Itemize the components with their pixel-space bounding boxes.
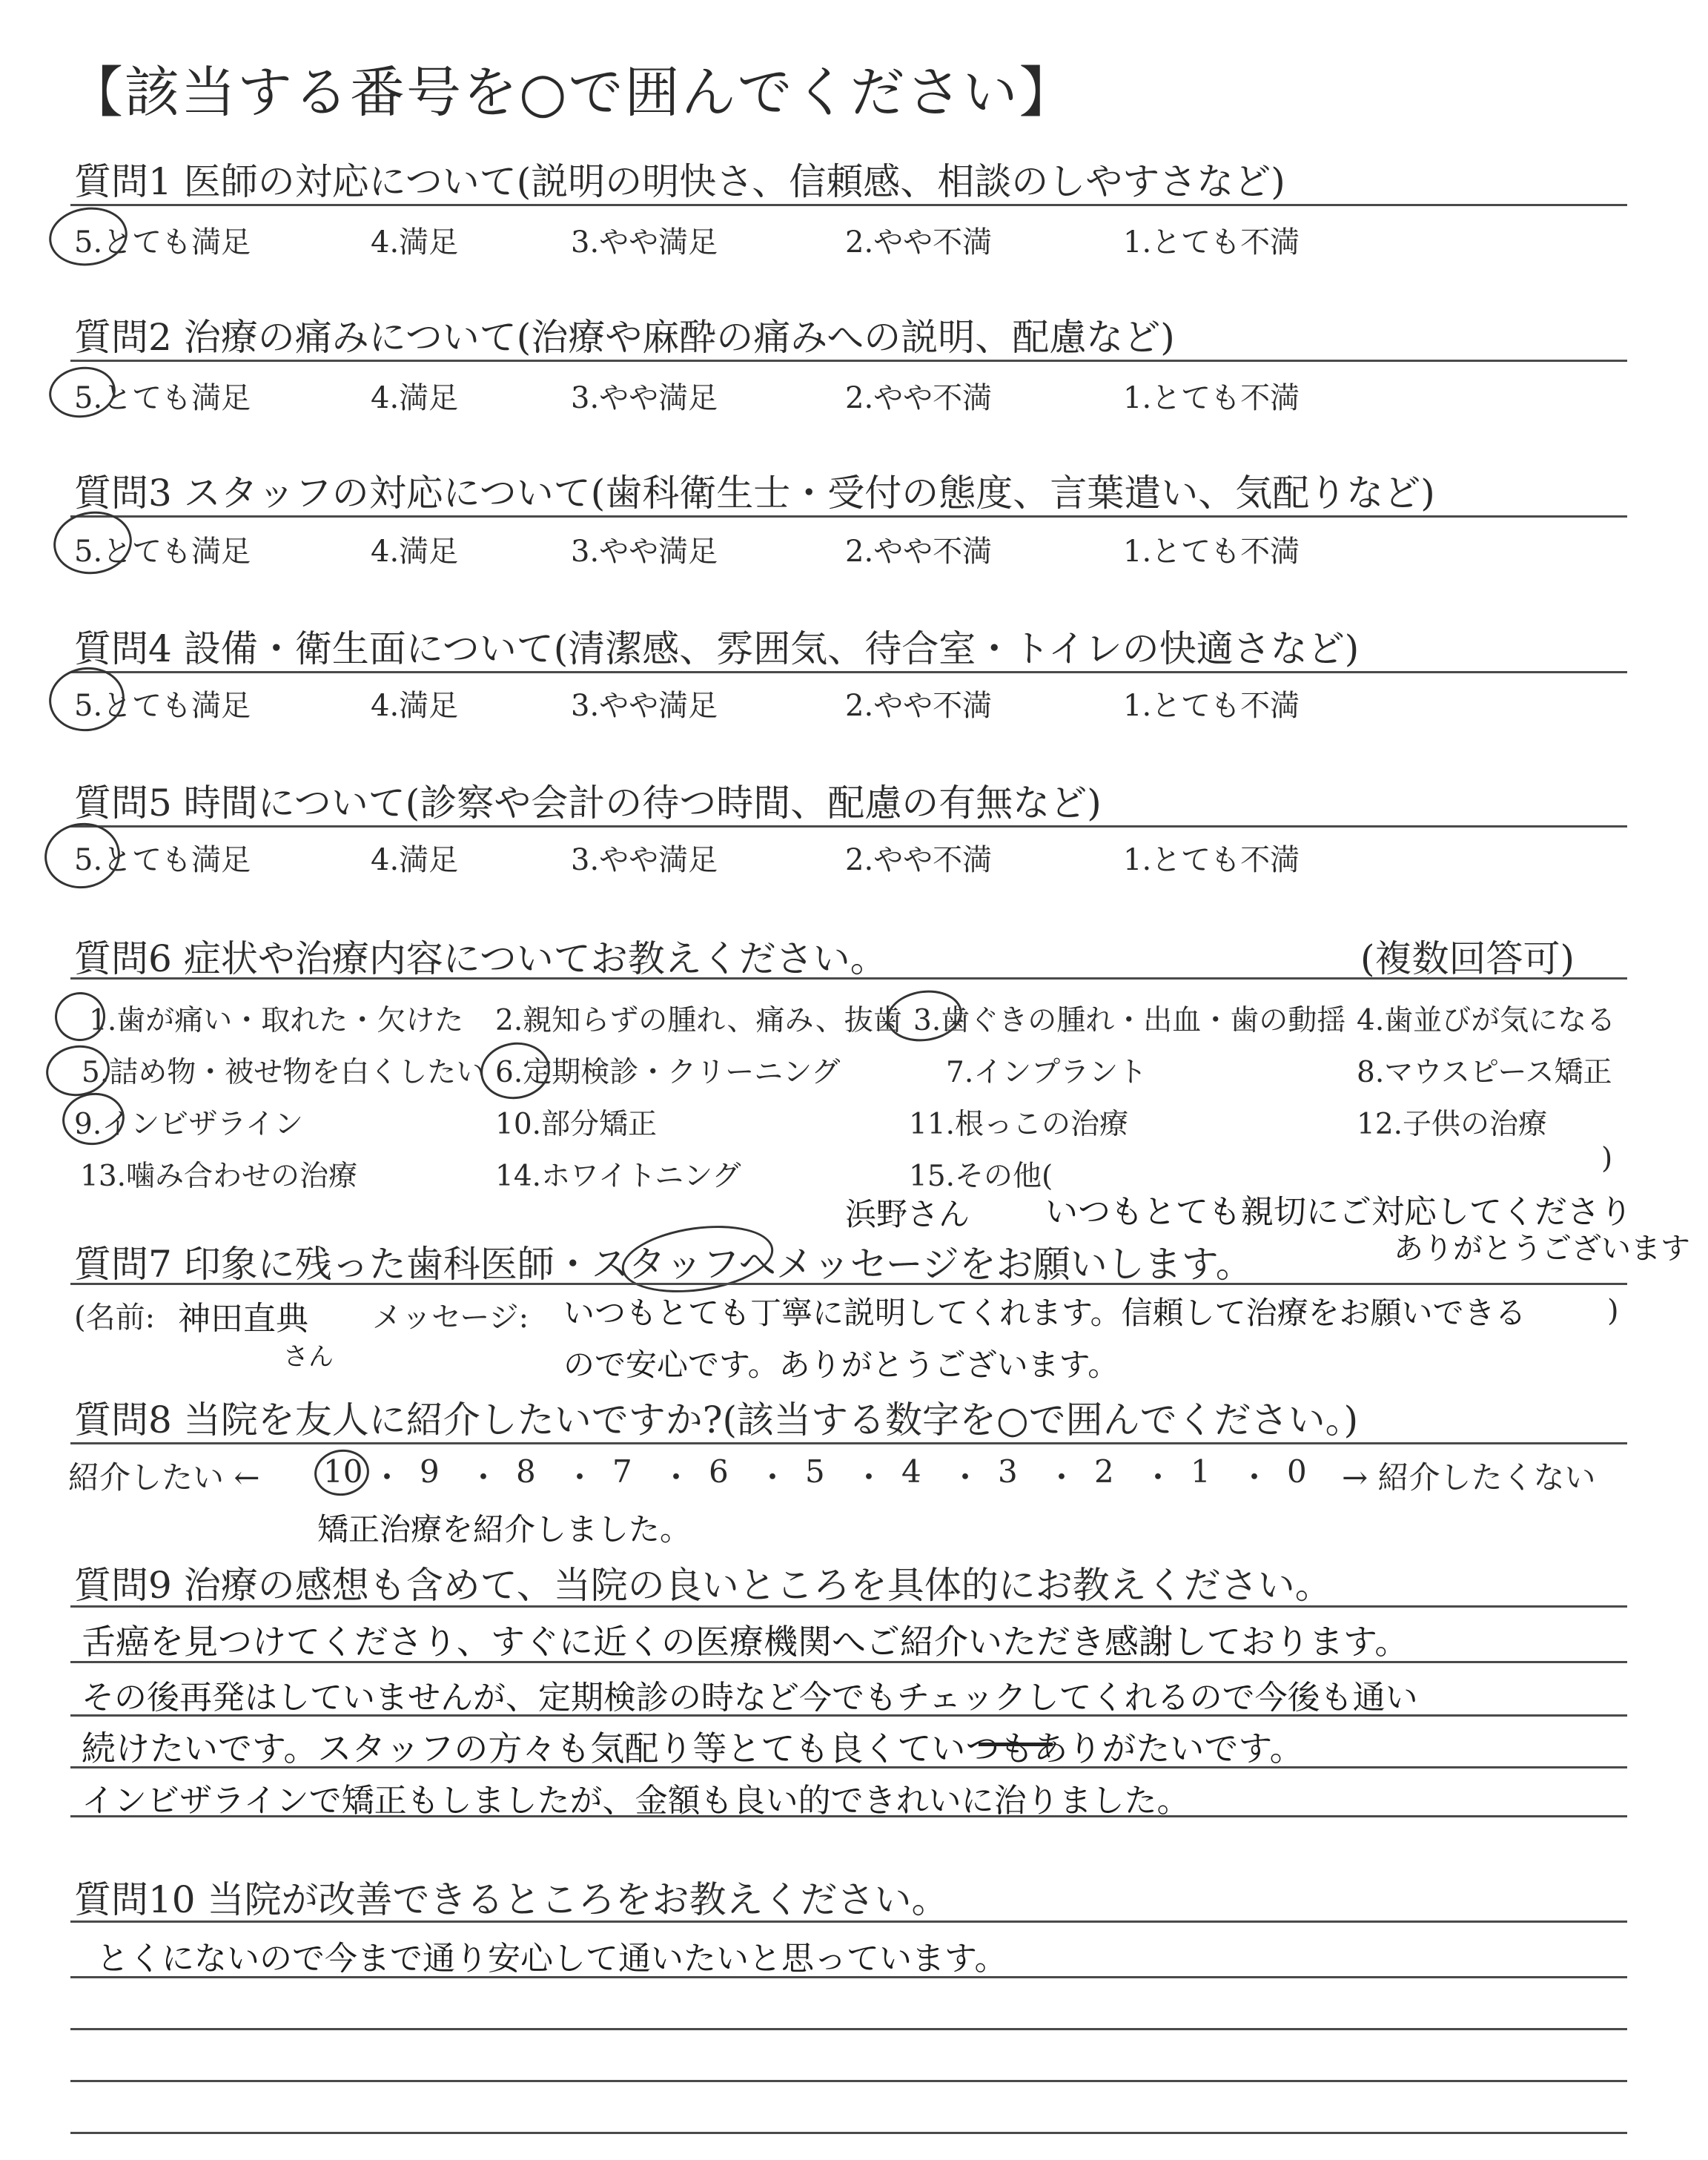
divider xyxy=(70,1714,1627,1717)
option-1[interactable]: 1.歯が痛い・取れた・欠けた xyxy=(89,1004,464,1037)
divider xyxy=(70,1605,1627,1608)
divider xyxy=(70,515,1627,518)
option-13[interactable]: 13.噛み合わせの治療 xyxy=(80,1160,358,1193)
question-8-title: 質問8 当院を友人に紹介したいですか?(該当する数字を○で囲んでください。) xyxy=(74,1398,1359,1441)
other-close-paren: ) xyxy=(1601,1142,1613,1175)
scale-value-1[interactable]: 1 xyxy=(1191,1453,1211,1490)
scale-value-4[interactable]: 4 xyxy=(901,1453,921,1490)
multiple-answer-note: (複数回答可) xyxy=(1360,937,1575,980)
divider xyxy=(70,2080,1627,2082)
scale-value-9[interactable]: 9 xyxy=(420,1453,440,1490)
message-close-paren: ) xyxy=(1607,1294,1619,1328)
answer-line-handwritten[interactable]: インビザラインで矯正もしましたが、金額も良い的できれいに治りました。 xyxy=(82,1782,1190,1820)
option-5[interactable]: 5.とても満足 xyxy=(74,843,251,877)
option-8[interactable]: 8.マウスピース矯正 xyxy=(1357,1056,1612,1089)
scale-separator: ・ xyxy=(1239,1459,1271,1496)
divider xyxy=(70,1442,1627,1444)
scale-separator: ・ xyxy=(468,1459,500,1496)
name-label: (名前: xyxy=(74,1301,156,1335)
option-5[interactable]: 5.とても満足 xyxy=(74,689,251,723)
divider xyxy=(70,1976,1627,1978)
option-1[interactable]: 1.とても不満 xyxy=(1123,843,1300,877)
scale-value-0[interactable]: 0 xyxy=(1287,1453,1307,1490)
option-5[interactable]: 5.とても満足 xyxy=(74,225,251,260)
scale-separator: ・ xyxy=(853,1459,885,1496)
scale-separator: ・ xyxy=(757,1459,789,1496)
divider xyxy=(70,1661,1627,1663)
scale-separator: ・ xyxy=(1046,1459,1078,1496)
question-1-title: 質問1 医師の対応について(説明の明快さ、信頼感、相談のしやすさなど) xyxy=(74,160,1285,203)
option-5[interactable]: 5.とても満足 xyxy=(74,381,251,415)
divider xyxy=(70,1283,1627,1285)
option-1[interactable]: 1.とても不満 xyxy=(1123,689,1300,723)
staff-message-handwritten: ありがとうございます xyxy=(1394,1232,1690,1266)
divider xyxy=(70,1766,1627,1768)
staff-message-handwritten: いつもとても親切にご対応してくださり xyxy=(1045,1193,1632,1231)
answer-line-handwritten[interactable]: とくにないので今まで通り安心して通いたいと思っています。 xyxy=(96,1940,1007,1978)
scale-separator: ・ xyxy=(564,1459,596,1496)
scale-value-3[interactable]: 3 xyxy=(998,1453,1018,1490)
option-3[interactable]: 3.やや満足 xyxy=(571,689,718,723)
question-6-title: 質問6 症状や治療内容についてお教えください。 xyxy=(74,937,887,980)
option-4[interactable]: 4.満足 xyxy=(371,225,459,260)
scale-separator: ・ xyxy=(1142,1459,1174,1496)
option-10[interactable]: 10.部分矯正 xyxy=(495,1108,658,1141)
option-6[interactable]: 6.定期検診・クリーニング xyxy=(495,1056,841,1089)
divider xyxy=(70,825,1627,828)
divider xyxy=(70,977,1627,980)
option-4[interactable]: 4.満足 xyxy=(371,689,459,723)
option-2[interactable]: 2.やや不満 xyxy=(845,689,993,723)
option-3[interactable]: 3.やや満足 xyxy=(571,381,718,415)
scale-value-2[interactable]: 2 xyxy=(1094,1453,1114,1490)
staff-name-handwritten: 浜野さん xyxy=(845,1196,970,1232)
question-9-title: 質問9 治療の感想も含めて、当院の良いところを具体的にお教えください。 xyxy=(74,1564,1332,1607)
divider xyxy=(70,2132,1627,2134)
option-3[interactable]: 3.やや満足 xyxy=(571,535,718,569)
scale-value-6[interactable]: 6 xyxy=(709,1453,729,1490)
option-14[interactable]: 14.ホワイトニング xyxy=(495,1160,741,1193)
answer-line-handwritten[interactable]: 続けたいです。スタッフの方々も気配り等とても良くていつもありがたいです。 xyxy=(82,1728,1304,1768)
divider xyxy=(70,1920,1627,1923)
question-2-title: 質問2 治療の痛みについて(治療や麻酔の痛みへの説明、配慮など) xyxy=(74,316,1175,359)
option-12[interactable]: 12.子供の治療 xyxy=(1357,1108,1548,1141)
option-2[interactable]: 2.やや不満 xyxy=(845,535,993,569)
option-3[interactable]: 3.やや満足 xyxy=(571,843,718,877)
question-7-title: 質問7 印象に残った歯科医師・スタッフへメッセージをお願いします。 xyxy=(74,1243,1253,1286)
option-9[interactable]: 9.インビザライン xyxy=(74,1108,304,1141)
divider xyxy=(70,2028,1627,2030)
scale-separator: ・ xyxy=(950,1459,982,1496)
option-2[interactable]: 2.親知らずの腫れ、痛み、抜歯 xyxy=(495,1004,902,1037)
recommend-right-label: → 紹介したくない xyxy=(1342,1459,1596,1496)
answer-line-handwritten[interactable]: その後再発はしていませんが、定期検診の時など今でもチェックしてくれるので今後も通い xyxy=(82,1679,1418,1717)
divider xyxy=(70,360,1627,362)
question-4-title: 質問4 設備・衛生面について(清潔感、雰囲気、待合室・トイレの快適さなど) xyxy=(74,627,1360,670)
name-handwritten[interactable]: 神田直典 xyxy=(178,1300,308,1338)
selection-circle xyxy=(311,1446,372,1499)
option-11[interactable]: 11.根っこの治療 xyxy=(909,1108,1129,1141)
option-5[interactable]: 5.詰め物・被せ物を白くしたい xyxy=(82,1056,486,1089)
option-7[interactable]: 7.インプラント xyxy=(946,1056,1148,1089)
scale-value-10[interactable]: 10 xyxy=(323,1453,363,1490)
option-4[interactable]: 4.満足 xyxy=(371,535,459,569)
name-suffix-handwritten: さん xyxy=(283,1342,334,1372)
option-3[interactable]: 3.やや満足 xyxy=(571,225,718,260)
option-5[interactable]: 5.とても満足 xyxy=(74,535,251,569)
strikethrough-mark xyxy=(979,1743,1053,1746)
option-1[interactable]: 1.とても不満 xyxy=(1123,225,1300,260)
scale-value-5[interactable]: 5 xyxy=(805,1453,825,1490)
selection-circle xyxy=(40,818,124,893)
recommend-note-handwritten: 矯正治療を紹介しました。 xyxy=(317,1511,692,1548)
scale-separator: ・ xyxy=(661,1459,692,1496)
question-3-title: 質問3 スタッフの対応について(歯科衛生士・受付の態度、言葉遣い、気配りなど) xyxy=(74,472,1435,515)
option-2[interactable]: 2.やや不満 xyxy=(845,843,993,877)
selection-circle xyxy=(477,1038,554,1103)
form-header: 【該当する番号を○で囲んでください】 xyxy=(68,61,1076,125)
option-3[interactable]: 3.歯ぐきの腫れ・出血・歯の動揺 xyxy=(913,1004,1346,1037)
scale-value-7[interactable]: 7 xyxy=(612,1453,632,1490)
message-handwritten[interactable]: いつもとても丁寧に説明してくれます。信頼して治療をお願いできる xyxy=(563,1295,1526,1331)
answer-line-handwritten[interactable]: 舌癌を見つけてくださり、すぐに近くの医療機関へご紹介いただき感謝しております。 xyxy=(82,1622,1409,1662)
selection-circle xyxy=(45,662,129,736)
message-handwritten[interactable]: ので安心です。ありがとうございます。 xyxy=(563,1347,1119,1383)
scale-separator: ・ xyxy=(371,1459,403,1496)
option-4[interactable]: 4.満足 xyxy=(371,843,459,877)
question-5-title: 質問5 時間について(診察や会計の待つ時間、配慮の有無など) xyxy=(74,782,1102,825)
option-2[interactable]: 2.やや不満 xyxy=(845,225,993,260)
option-4[interactable]: 4.満足 xyxy=(371,381,459,415)
option-2[interactable]: 2.やや不満 xyxy=(845,381,993,415)
option-1[interactable]: 1.とても不満 xyxy=(1123,381,1300,415)
option-1[interactable]: 1.とても不満 xyxy=(1123,535,1300,569)
recommend-left-label: 紹介したい ← xyxy=(68,1459,260,1496)
option-4[interactable]: 4.歯並びが気になる xyxy=(1357,1004,1616,1037)
scale-value-8[interactable]: 8 xyxy=(516,1453,536,1490)
divider xyxy=(70,204,1627,206)
divider xyxy=(70,1815,1627,1817)
message-label: メッセージ: xyxy=(372,1301,529,1335)
divider xyxy=(70,671,1627,673)
option-15[interactable]: 15.その他( xyxy=(909,1160,1053,1193)
question-10-title: 質問10 当院が改善できるところをお教えください。 xyxy=(74,1878,949,1921)
